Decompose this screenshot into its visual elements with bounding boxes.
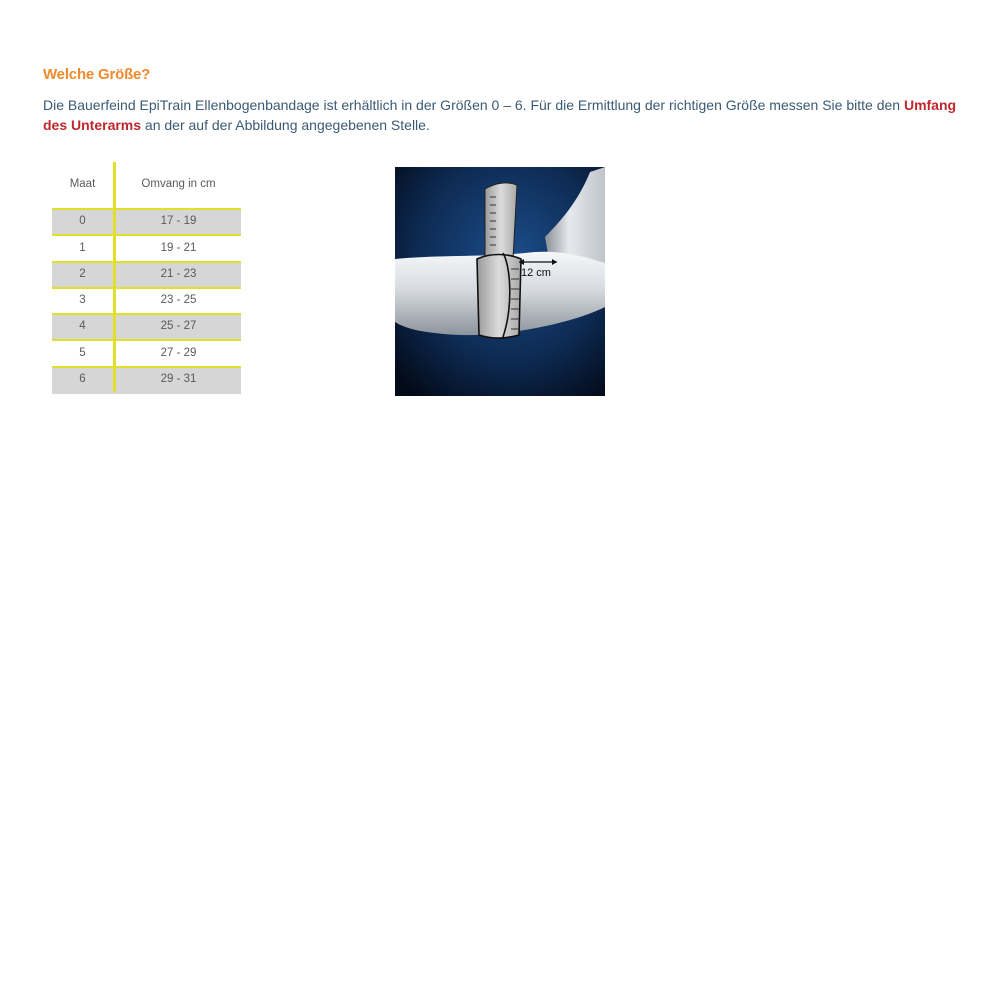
range-cell: 21 - 23	[160, 268, 197, 280]
forearm-measurement-figure	[395, 167, 605, 396]
range-cell: 27 - 29	[160, 347, 197, 359]
table-row	[52, 237, 241, 261]
intro-highlight: Umfang des Unterarms	[43, 97, 957, 133]
size-cell: 0	[79, 215, 86, 227]
range-cell: 25 - 27	[160, 320, 197, 332]
size-cell: 6	[79, 373, 86, 385]
measure-label: 12 cm	[521, 267, 551, 279]
range-cell: 29 - 31	[160, 373, 197, 385]
range-cell: 23 - 25	[160, 294, 197, 306]
intro-paragraph	[43, 95, 973, 135]
size-cell: 2	[79, 268, 86, 280]
table-row	[52, 366, 241, 394]
section-heading: Welche Größe?	[43, 66, 151, 83]
size-cell: 5	[79, 347, 86, 359]
header-circumference: Omvang in cm	[141, 178, 216, 190]
size-table-header	[52, 172, 241, 198]
table-row	[52, 342, 241, 366]
size-cell: 1	[79, 242, 86, 254]
size-cell: 3	[79, 294, 86, 306]
table-divider	[113, 162, 116, 392]
table-row	[52, 261, 241, 289]
table-row	[52, 208, 241, 236]
intro-text-end: an der auf der Abbildung angegebenen Stelle.	[141, 117, 430, 133]
intro-text-start: Die Bauerfeind EpiTrain Ellenbogenbandage ist erhältlich in der Größen 0 – 6. Für die Ermittlung der richtigen Größe messen Sie bitte den	[43, 97, 904, 113]
range-cell: 17 - 19	[160, 215, 197, 227]
size-cell: 4	[79, 320, 86, 332]
header-size: Maat	[69, 178, 96, 190]
table-row	[52, 289, 241, 313]
forearm-illustration	[395, 167, 605, 396]
size-table	[52, 162, 241, 392]
table-row	[52, 313, 241, 341]
range-cell: 19 - 21	[160, 242, 197, 254]
